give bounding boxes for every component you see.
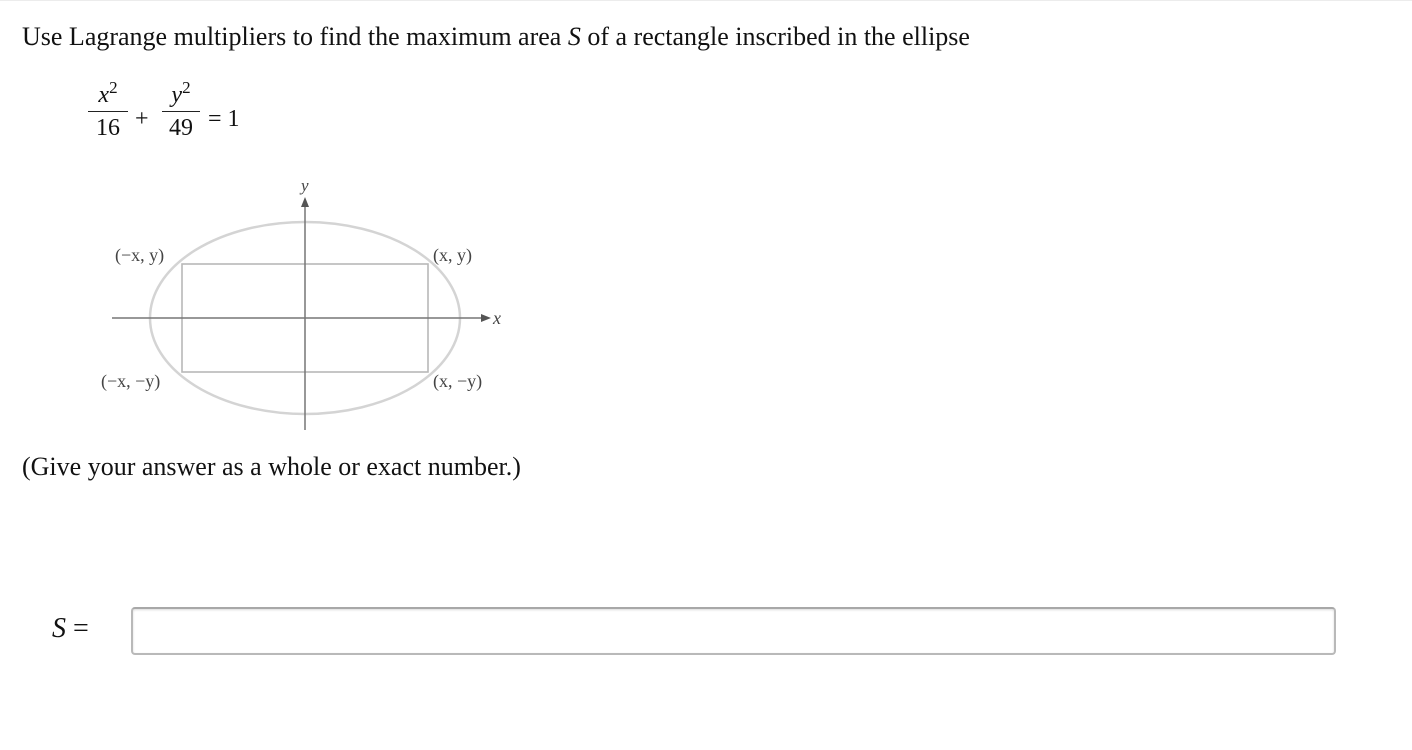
answer-equals: =: [73, 613, 89, 644]
answer-label: [52, 613, 89, 645]
fraction-x-numerator: x: [98, 82, 110, 108]
fraction-x: [88, 80, 128, 142]
ellipse-diagram: [95, 175, 515, 435]
answer-variable: S: [52, 613, 66, 644]
answer-input[interactable]: [131, 607, 1336, 655]
x-axis-arrow: [481, 314, 491, 322]
plus-sign: +: [135, 106, 149, 132]
answer-format-note: (Give your answer as a whole or exact number.): [22, 452, 521, 481]
corner-label-top-left: (−x, y): [115, 245, 165, 265]
equation-rhs: = 1: [208, 106, 240, 132]
question-variable: S: [567, 22, 581, 51]
fraction-x-exponent: 2: [109, 78, 118, 97]
corner-label-bottom-right: (x, −y): [433, 371, 483, 391]
y-axis-label: y: [301, 176, 309, 195]
x-axis-label: x: [493, 308, 501, 328]
fraction-y: [162, 80, 200, 142]
corner-label-bottom-left: (−x, −y): [101, 371, 161, 391]
question-prefix: Use Lagrange multipliers to find the maximum area: [22, 22, 562, 51]
top-divider: [0, 0, 1412, 1]
corner-label-top-right: (x, y): [433, 245, 472, 265]
ellipse-figure: [95, 175, 515, 440]
fraction-x-denominator: 16: [96, 115, 120, 141]
question-text: [22, 22, 970, 52]
fraction-y-denominator: 49: [169, 115, 193, 141]
fraction-y-exponent: 2: [182, 78, 191, 97]
fraction-y-numerator: y: [171, 82, 183, 108]
y-axis-arrow: [301, 197, 309, 207]
question-suffix: of a rectangle inscribed in the ellipse: [587, 22, 970, 51]
